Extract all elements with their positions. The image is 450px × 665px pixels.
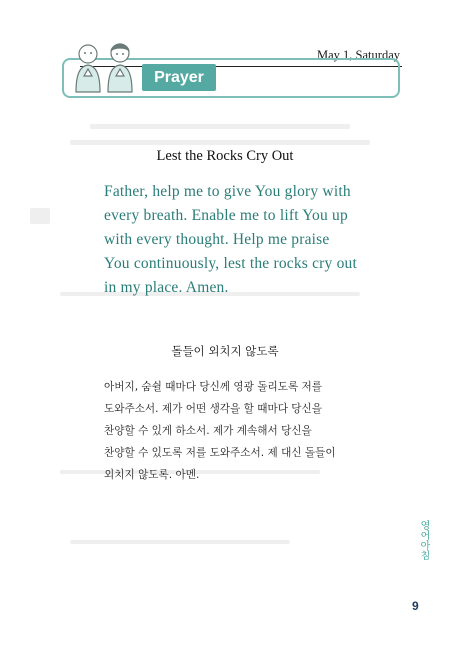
korean-line: 외치지 않도록. 아멘. — [104, 469, 200, 481]
english-line: in my place. Amen. — [104, 279, 229, 296]
korean-line: 찬양할 수 있게 하소서. 제가 계속해서 당신을 — [104, 425, 312, 437]
section-label-prayer: Prayer — [142, 64, 216, 91]
bleed-through-mark — [90, 124, 350, 129]
praying-figures-illustration — [70, 38, 142, 94]
english-title: Lest the Rocks Cry Out — [156, 148, 294, 164]
date-label: May 1, Saturday — [317, 48, 400, 62]
bleed-through-mark — [70, 540, 290, 544]
bleed-through-mark — [70, 140, 370, 145]
english-line: with every thought. Help me praise — [104, 231, 330, 248]
english-prayer-text — [104, 180, 404, 300]
side-running-title: 영어아침 — [418, 520, 429, 560]
korean-line: 찬양할 수 있도록 저를 도와주소서. 제 대신 돌들이 — [104, 447, 336, 459]
korean-title: 돌들이 외치지 않도록 — [171, 344, 279, 358]
english-line: Father, help me to give You glory with — [104, 183, 351, 200]
korean-prayer-text — [104, 376, 404, 486]
korean-line: 도와주소서. 제가 어떤 생각을 할 때마다 당신을 — [104, 403, 323, 415]
page-number: 9 — [412, 599, 419, 613]
korean-line: 아버지, 숨쉴 때마다 당신께 영광 돌리도록 저를 — [104, 381, 323, 393]
english-line: every breath. Enable me to lift You up — [104, 207, 348, 224]
english-line: You continuously, lest the rocks cry out — [104, 255, 357, 272]
bleed-through-mark — [30, 208, 50, 224]
